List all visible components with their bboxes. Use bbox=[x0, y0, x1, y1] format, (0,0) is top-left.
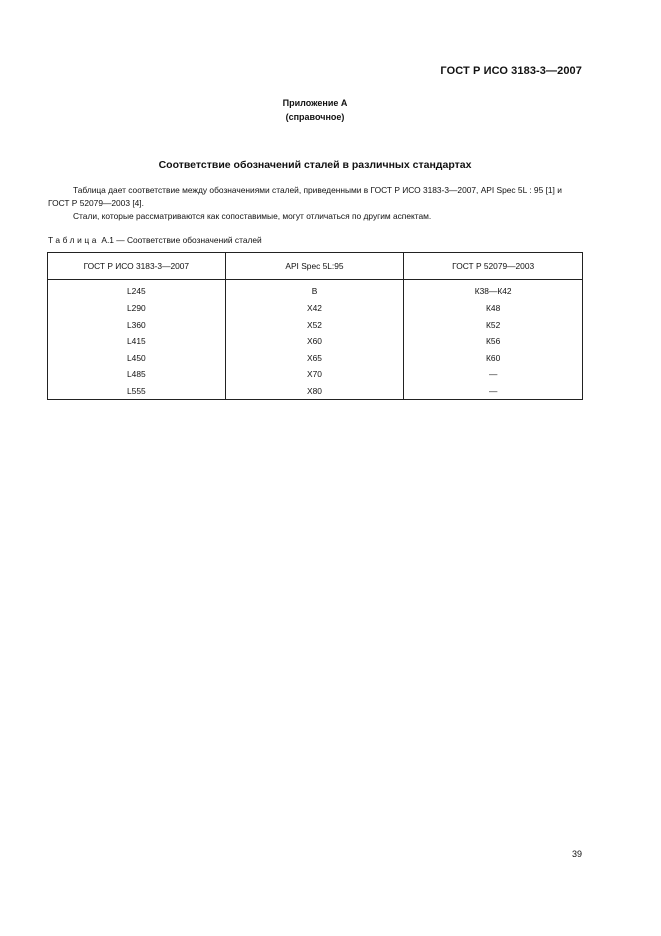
section-title: Соответствие обозначений сталей в различных стандартах bbox=[158, 159, 472, 171]
table-cell: К48 bbox=[404, 300, 583, 317]
table-caption-text: А.1 — Соответствие обозначений сталей bbox=[99, 235, 262, 245]
table-caption bbox=[48, 235, 262, 245]
annex-title: Приложение А bbox=[282, 98, 348, 108]
table-cell: К56 bbox=[404, 333, 583, 350]
table-cell: X65 bbox=[225, 350, 404, 367]
table-cell: К52 bbox=[404, 317, 583, 334]
table-row bbox=[48, 366, 583, 383]
steel-designation-table bbox=[47, 252, 583, 400]
annex-heading bbox=[0, 96, 630, 124]
body-paragraph-2: Стали, которые рассматриваются как сопоставимые, могут отличаться по другим аспектам. bbox=[73, 211, 432, 221]
column-header-gost-r: ГОСТ Р 52079—2003 bbox=[404, 253, 583, 280]
body-paragraph-1: Таблица дает соответствие между обозначениями сталей, приведенными в ГОСТ Р ИСО 3183-3—2007, API Spec 5L : 95 [1] и ГОСТ Р 52079—2003 [4]. bbox=[48, 185, 562, 208]
table-cell: L290 bbox=[48, 300, 226, 317]
table-cell: L485 bbox=[48, 366, 226, 383]
table-cell: L245 bbox=[48, 280, 226, 301]
table-cell: L415 bbox=[48, 333, 226, 350]
column-header-api: API Spec 5L:95 bbox=[225, 253, 404, 280]
table-caption-word: Таблица bbox=[48, 235, 100, 245]
table-row bbox=[48, 333, 583, 350]
table-cell: X70 bbox=[225, 366, 404, 383]
table-cell: B bbox=[225, 280, 404, 301]
column-header-gost-iso: ГОСТ Р ИСО 3183-3—2007 bbox=[48, 253, 226, 280]
table-row bbox=[48, 350, 583, 367]
annex-kind: (справочное) bbox=[285, 112, 345, 122]
table-cell: X60 bbox=[225, 333, 404, 350]
table-cell: X80 bbox=[225, 383, 404, 400]
table-cell: — bbox=[404, 383, 583, 400]
table-row bbox=[48, 280, 583, 301]
table-cell: L360 bbox=[48, 317, 226, 334]
table-row bbox=[48, 383, 583, 400]
page-number: 39 bbox=[571, 849, 582, 859]
table-cell: X52 bbox=[225, 317, 404, 334]
table-row bbox=[48, 317, 583, 334]
table-cell: X42 bbox=[225, 300, 404, 317]
document-code: ГОСТ Р ИСО 3183-3—2007 bbox=[440, 65, 582, 77]
table-cell: К60 bbox=[404, 350, 583, 367]
table-header-row bbox=[48, 253, 583, 280]
table-cell: — bbox=[404, 366, 583, 383]
table-cell: L450 bbox=[48, 350, 226, 367]
table-cell: К38—К42 bbox=[404, 280, 583, 301]
table-row bbox=[48, 300, 583, 317]
table-cell: L555 bbox=[48, 383, 226, 400]
